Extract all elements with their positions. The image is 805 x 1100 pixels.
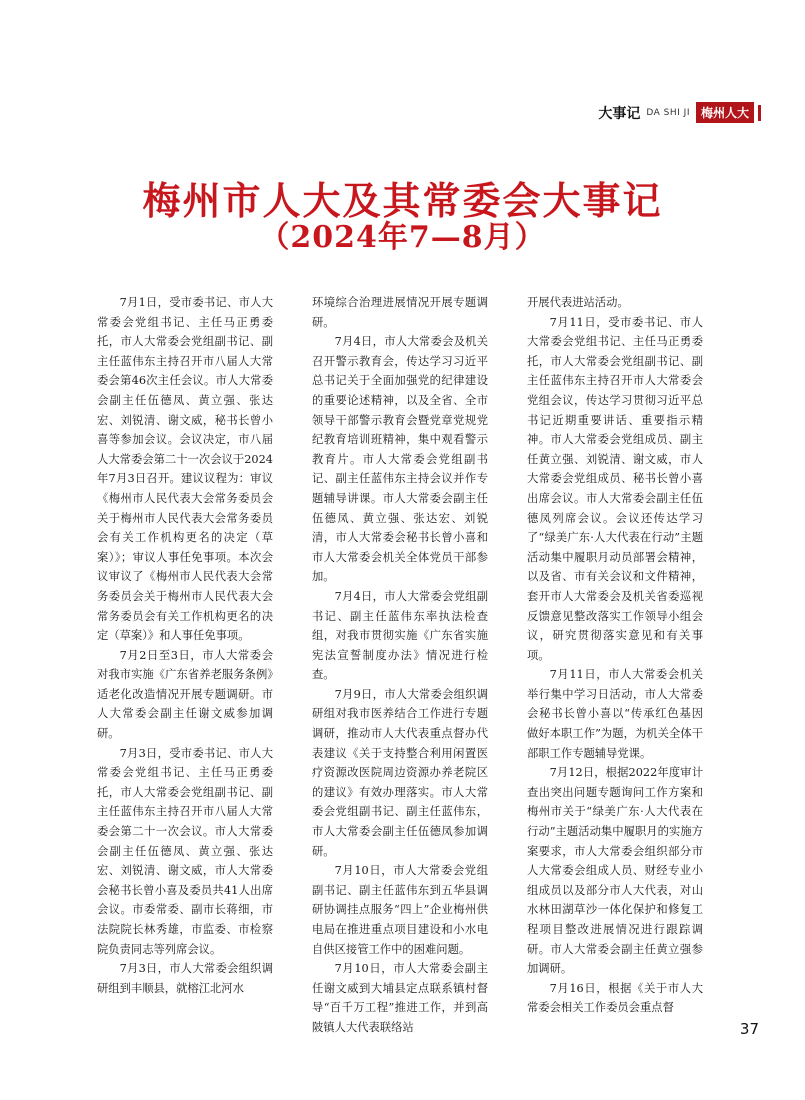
section-pinyin: DA SHI JI [646, 107, 690, 118]
page-subtitle: （2024年7—8月） [259, 220, 546, 255]
paragraph: 7月3日，市人大常委会组织调研组到丰顺县，就榕江北河水 [97, 962, 273, 995]
paragraph: 7月4日，市人大常委会党组副书记、副主任蓝伟东率执法检查组，对我市贯彻实施《广东省实施宪法宣誓制度办法》情况进行检查。 [312, 589, 488, 682]
paragraph: 7月11日，市人大常委会机关举行集中学习日活动，市人大常委会秘书长曾小喜以“传承红色基因 做好本职工作”为题，为机关全体干部职工作专题辅导党课。 [527, 668, 703, 760]
paragraph: 7月12日，根据2022年度审计查出突出问题专题询问工作方案和梅州市关于“绿美广东·人大代表在行动”主题活动集中履职月的实施方案要求，市人大常委会组织部分市人大常委会组成人员、财经专业小组成员以及部分市人大代表，对山水林田湖草沙一体化保护和修复工程项目整改进展情况进行跟踪调研。市人大常委会副主任黄立强参加调研。 [527, 766, 703, 976]
paragraph: 7月3日，受市委书记、市人大常委会党组书记、主任马正勇委托，市人大常委会党组副书记、副主任蓝伟东主持召开市八届人大常委会第二十一次会议。市人大常委会副主任伍德凤、黄立强、张达宏、刘锐清、谢文威，市人大常委会秘书长曾小喜及委员共41人出席会议。市委常委、副市长蒋细，市法院院长林秀雄，市监委、市检察院负责同志等列席会议。 [97, 746, 273, 956]
paragraph-continued: 环境综合治理进展情况开展专题调研。 [312, 296, 488, 329]
paragraph: 7月11日，受市委书记、市人大常委会党组书记、主任马正勇委托，市人大常委会党组副书记、副主任蓝伟东主持召开市人大常委会党组会议，传达学习贯彻习近平总书记近期重要讲话、重要指示精神。市人大常委会党组成员、副主任黄立强、刘锐清、谢文威，市人大常委会党组成员、秘书长曾小喜出席会议。市人大常委会副主任伍德凤列席会议。会议还传达学习了“绿美广东·人大代表在行动”主题活动集中履职月动员部署会精神，以及省、市有关会议和文件精神，套开市人大常委会及机关省委巡视反馈意见整改落实工作领导小组会议，研究贯彻落实意见和有关事项。 [527, 315, 703, 662]
section-label: 大事记 [598, 105, 641, 122]
page-number: 37 [739, 1020, 759, 1038]
text-column-3 [527, 293, 703, 1018]
paragraph: 7月9日，市人大常委会组织调研组对我市医养结合工作进行专题调研，推动市人大代表重点督办代表建议《关于支持整合利用闲置医疗资源改医院周边资源办养老院区的建议》有效办理落实。市人大常委会党组副书记、副主任蓝伟东，市人大常委会副主任伍德凤参加调研。 [312, 687, 488, 858]
paragraph-continued: 开展代表进站活动。 [527, 296, 629, 309]
page-title: 梅州市人大及其常委会大事记 [142, 178, 663, 223]
header-accent-bar [758, 105, 761, 121]
paragraph: 7月10日，市人大常委会副主任谢文威到大埔县定点联系镇村督导“百千万工程”推进工作，并到高陂镇人大代表联络站 [312, 962, 488, 1034]
text-column-1 [97, 293, 273, 998]
paragraph: 7月10日，市人大常委会党组副书记、副主任蓝伟东到五华县调研协调挂点服务“四上”企业梅州供电局在推进重点项目建设和小水电自供区接管工作中的困难问题。 [312, 864, 488, 956]
text-column-2 [312, 293, 488, 1038]
paragraph: 7月4日，市人大常委会及机关召开警示教育会，传达学习习近平总书记关于全面加强党的纪律建设的重要论述精神，以及全省、全市领导干部警示教育会暨党章党规党纪教育培训班精神，集中观看警示教育片。市人大常委会党组副书记、副主任蓝伟东主持会议并作专题辅导讲课。市人大常委会副主任伍德凤、黄立强、张达宏、刘锐清，市人大常委会秘书长曾小喜和市人大常委会机关全体党员干部参加。 [312, 335, 488, 584]
paragraph: 7月1日，受市委书记、市人大常委会党组书记、主任马正勇委托，市人大常委会党组副书记、副主任蓝伟东主持召开市八届人大常委会第46次主任会议。市人大常委会副主任伍德凤、黄立强、张达宏、刘锐清、谢文威，秘书长曾小喜等参加会议。会议决定，市八届人大常委会第二十一次会议于2024年7月3日召开。建议议程为：审议《梅州市人民代表大会常务委员会关于梅州市人民代表大会常务委员会有关工作机构更名的决定（草案）》；审议人事任免事项。本次会议审议了《梅州市人民代表大会常务委员会关于梅州市人民代表大会常务委员会有关工作机构更名的决定（草案）》和人事任免事项。 [97, 296, 273, 643]
paragraph: 7月16日，根据《关于市人大常委会相关工作委员会重点督 [527, 981, 703, 1015]
brand-logo: 梅州人大 [696, 102, 754, 123]
section-header [598, 102, 761, 123]
paragraph: 7月2日至3日，市人大常委会对我市实施《广东省养老服务条例》适老化改造情况开展专题调研。市人大常委会副主任谢文威参加调研。 [97, 648, 273, 741]
